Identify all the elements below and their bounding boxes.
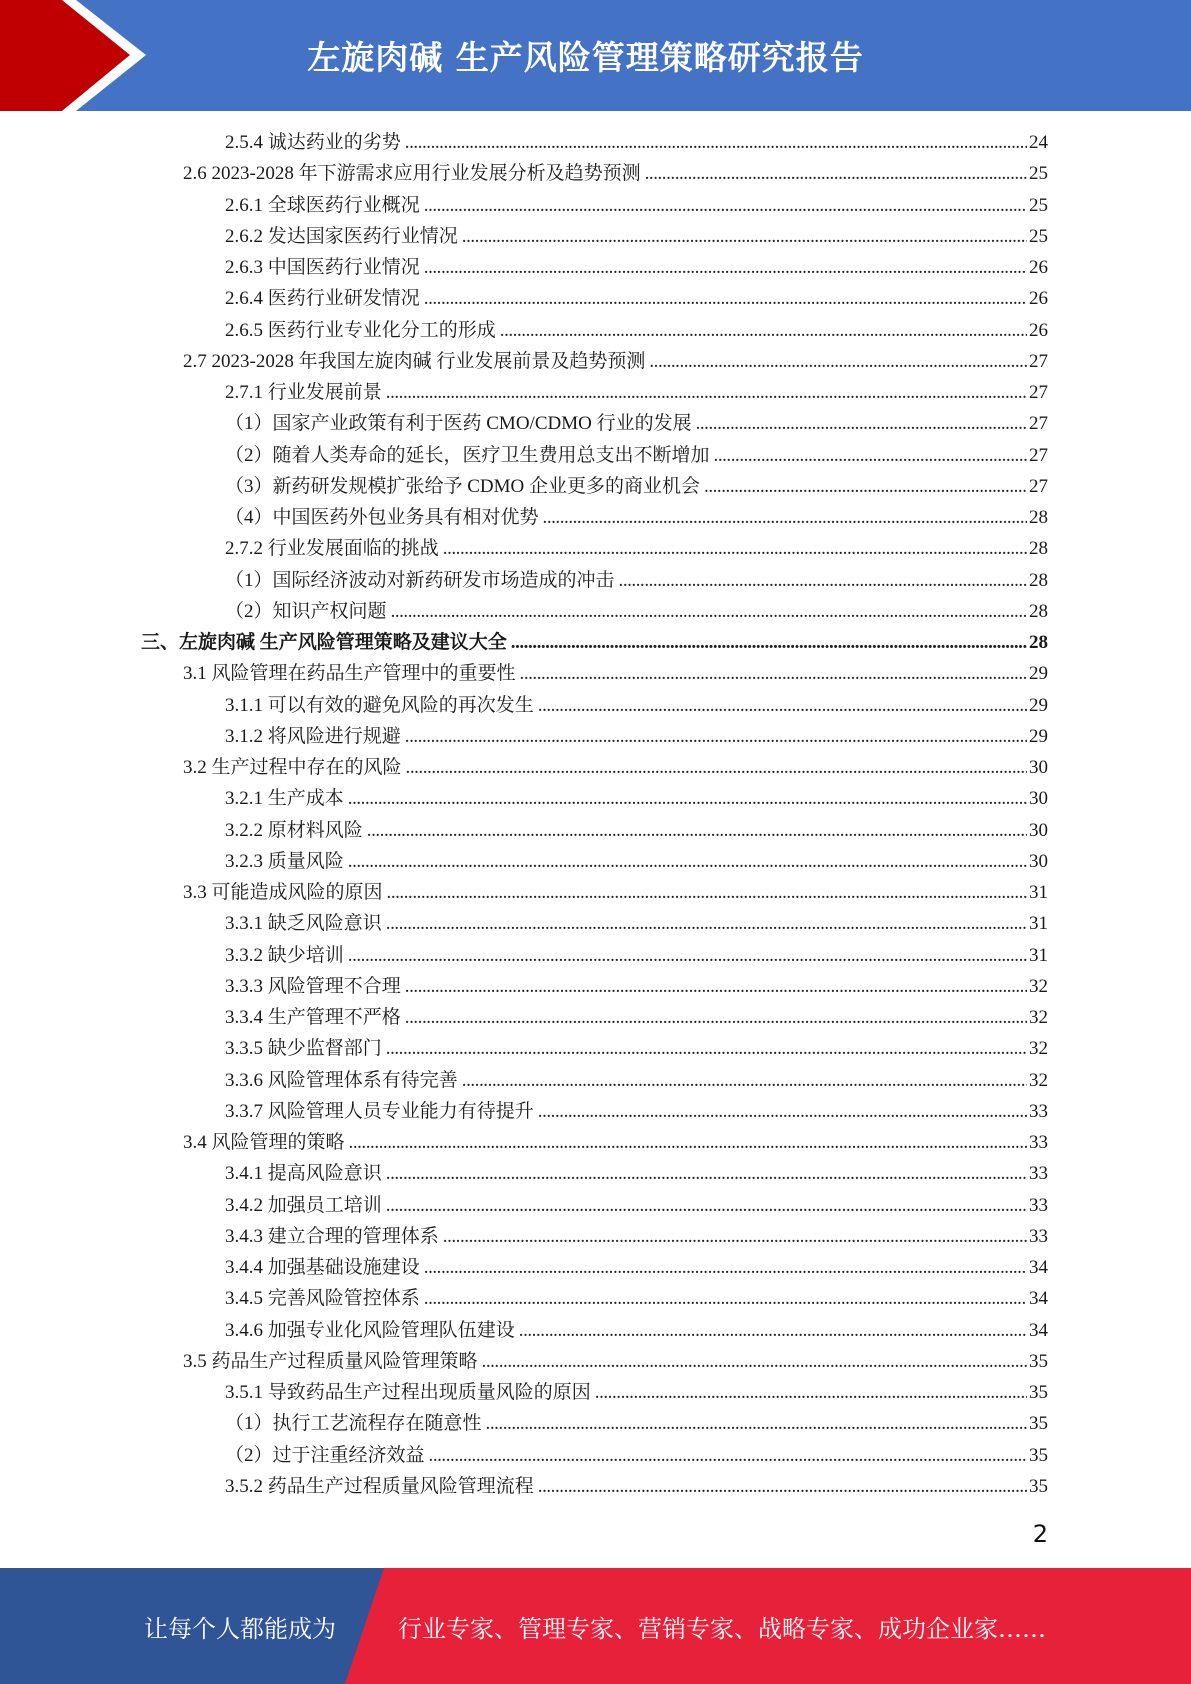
toc-leader-dots [391, 596, 1027, 627]
toc-entry-label: 2.6.3 中国医药行业情况 [225, 257, 420, 278]
toc-entry-page: 32 [1029, 1007, 1048, 1028]
toc-leader-dots [424, 1283, 1027, 1314]
toc-leader-dots [538, 1096, 1027, 1127]
toc-entry-page: 28 [1029, 538, 1048, 560]
toc-entry-page: 33 [1029, 1163, 1048, 1185]
toc-entry[interactable] [0, 533, 1191, 564]
toc-entry[interactable] [0, 846, 1191, 877]
toc-entry-label: 3.3.2 缺少培训 [225, 944, 344, 966]
toc-entry-label: 3.1.2 将风险进行规避 [225, 725, 401, 747]
toc-entry-label: 2.7.2 行业发展面临的挑战 [225, 538, 439, 560]
toc-entry-label: 3.4 风险管理的策略 [183, 1132, 345, 1153]
toc-leader-dots [543, 502, 1027, 533]
toc-entry[interactable] [0, 1346, 1191, 1377]
toc-entry[interactable] [0, 158, 1191, 189]
toc-entry-page: 29 [1029, 694, 1048, 716]
toc-entry-label: 3.4.4 加强基础设施建设 [225, 1257, 420, 1278]
toc-entry-label: （2）过于注重经济效益 [225, 1444, 425, 1466]
toc-entry[interactable] [0, 377, 1191, 408]
toc-entry-label: 3.1.1 可以有效的避免风险的再次发生 [225, 694, 534, 716]
toc-leader-dots [462, 221, 1027, 252]
toc-entry[interactable] [0, 1002, 1191, 1033]
toc-entry[interactable] [0, 502, 1191, 533]
toc-leader-dots [349, 1127, 1027, 1158]
toc-entry-label: （3）新药研发规模扩张给予 CDMO 企业更多的商业机会 [225, 475, 701, 497]
toc-leader-dots [520, 658, 1027, 689]
toc-leader-dots [405, 1002, 1027, 1033]
toc-leader-dots [714, 440, 1027, 471]
toc-entry-page: 31 [1029, 913, 1048, 935]
toc-entry-label: 3.3 可能造成风险的原因 [183, 882, 383, 903]
toc-leader-dots [348, 940, 1027, 971]
toc-leader-dots [405, 721, 1027, 752]
toc-entry[interactable] [0, 283, 1191, 314]
toc-leader-dots [538, 690, 1027, 721]
toc-entry-label: 三、左旋肉碱 生产风险管理策略及建议大全 [141, 632, 507, 653]
toc-entry-page: 33 [1029, 1225, 1048, 1247]
toc-entry-label: （1）国家产业政策有利于医药 CMO/CDMO 行业的发展 [225, 413, 692, 435]
toc-entry[interactable] [0, 627, 1191, 658]
toc-leader-dots [429, 1440, 1027, 1471]
toc-entry-page: 32 [1029, 975, 1048, 997]
toc-entry-label: 3.2.3 质量风险 [225, 850, 344, 872]
toc-entry-page: 25 [1029, 225, 1048, 247]
toc-entry-page: 30 [1029, 850, 1048, 872]
toc-leader-dots [595, 1377, 1027, 1408]
toc-entry[interactable] [0, 1408, 1191, 1439]
toc-entry[interactable] [0, 1190, 1191, 1221]
toc-entry[interactable] [0, 1252, 1191, 1283]
toc-entry-page: 26 [1029, 319, 1048, 341]
toc-entry-label: 3.5.2 药品生产过程质量风险管理流程 [225, 1475, 534, 1497]
toc-entry[interactable] [0, 346, 1191, 377]
toc-entry[interactable] [0, 315, 1191, 346]
toc-leader-dots [519, 1315, 1027, 1346]
toc-leader-dots [649, 346, 1027, 377]
toc-leader-dots [443, 1221, 1027, 1252]
toc-entry-label: （2）知识产权问题 [225, 600, 387, 622]
toc-entry-page: 33 [1029, 1132, 1048, 1153]
toc-leader-dots [386, 908, 1027, 939]
toc-leader-dots [348, 846, 1027, 877]
toc-entry[interactable] [0, 440, 1191, 471]
toc-entry[interactable] [0, 877, 1191, 908]
toc-entry-label: 2.6.1 全球医药行业概况 [225, 194, 420, 216]
toc-entry-page: 30 [1029, 788, 1048, 810]
toc-leader-dots [386, 377, 1027, 408]
toc-entry-page: 28 [1029, 632, 1048, 653]
toc-leader-dots [405, 971, 1027, 1002]
toc-entry-page: 27 [1029, 413, 1048, 435]
toc-entry-page: 32 [1029, 1069, 1048, 1091]
toc-entry-page: 34 [1029, 1319, 1048, 1341]
table-of-contents [0, 127, 1191, 1502]
toc-entry-page: 24 [1029, 132, 1048, 153]
toc-leader-dots [704, 471, 1027, 502]
toc-entry-label: （4）中国医药外包业务具有相对优势 [225, 507, 539, 528]
toc-entry-label: 2.7 2023-2028 年我国左旋肉碱 行业发展前景及趋势预测 [183, 350, 646, 372]
toc-entry-label: 3.2.1 生产成本 [225, 788, 344, 810]
toc-entry-label: 3.5.1 导致药品生产过程出现质量风险的原因 [225, 1382, 591, 1403]
toc-entry[interactable] [0, 565, 1191, 596]
toc-leader-dots [386, 1158, 1027, 1189]
toc-entry-label: 3.4.3 建立合理的管理体系 [225, 1225, 439, 1247]
toc-entry[interactable] [0, 1315, 1191, 1346]
toc-entry-page: 27 [1029, 475, 1048, 497]
toc-entry-page: 29 [1029, 663, 1048, 685]
toc-entry-label: 3.2.2 原材料风险 [225, 819, 363, 841]
page-footer [0, 1568, 1191, 1684]
toc-leader-dots [511, 627, 1027, 658]
toc-leader-dots [486, 1408, 1027, 1439]
toc-entry-page: 35 [1029, 1413, 1048, 1435]
toc-entry-page: 30 [1029, 757, 1048, 778]
toc-entry-page: 35 [1029, 1350, 1048, 1372]
toc-entry-page: 26 [1029, 257, 1048, 278]
toc-entry[interactable] [0, 1158, 1191, 1189]
toc-entry[interactable] [0, 1221, 1191, 1252]
toc-leader-dots [424, 190, 1027, 221]
toc-entry[interactable] [0, 190, 1191, 221]
toc-entry-page: 31 [1029, 944, 1048, 966]
toc-entry[interactable] [0, 596, 1191, 627]
toc-entry-page: 30 [1029, 819, 1048, 841]
toc-leader-dots [538, 1471, 1027, 1502]
toc-entry-label: （1）执行工艺流程存在随意性 [225, 1413, 482, 1435]
toc-entry-label: 2.5.4 诚达药业的劣势 [225, 132, 401, 153]
footer-slogan-right: 行业专家、管理专家、营销专家、战略专家、成功企业家…… [398, 1614, 1046, 1643]
toc-entry-page: 28 [1029, 507, 1048, 528]
toc-entry-label: 2.6 2023-2028 年下游需求应用行业发展分析及趋势预测 [183, 163, 641, 185]
toc-entry[interactable] [0, 658, 1191, 689]
toc-leader-dots [696, 408, 1027, 439]
toc-entry[interactable] [0, 940, 1191, 971]
toc-leader-dots [443, 533, 1027, 564]
toc-leader-dots [462, 1065, 1027, 1096]
report-title: 左旋肉碱 生产风险管理策略研究报告 [307, 38, 864, 77]
page-header [0, 0, 1191, 111]
toc-entry-label: 2.6.2 发达国家医药行业情况 [225, 225, 458, 247]
toc-entry-page: 35 [1029, 1444, 1048, 1466]
toc-leader-dots [424, 252, 1027, 283]
toc-entry[interactable] [0, 971, 1191, 1002]
toc-entry[interactable] [0, 1096, 1191, 1127]
toc-entry-page: 27 [1029, 382, 1048, 403]
toc-entry-label: 3.3.1 缺乏风险意识 [225, 913, 382, 935]
toc-entry-label: 3.4.6 加强专业化风险管理队伍建设 [225, 1319, 515, 1341]
toc-entry[interactable] [0, 471, 1191, 502]
toc-entry-label: 3.4.1 提高风险意识 [225, 1163, 382, 1185]
toc-entry-label: 3.3.7 风险管理人员专业能力有待提升 [225, 1100, 534, 1122]
toc-entry-page: 29 [1029, 725, 1048, 747]
toc-entry-page: 34 [1029, 1257, 1048, 1278]
toc-entry[interactable] [0, 1127, 1191, 1158]
toc-leader-dots [482, 1346, 1027, 1377]
toc-leader-dots [424, 283, 1027, 314]
toc-leader-dots [645, 158, 1027, 189]
toc-entry[interactable] [0, 221, 1191, 252]
toc-entry[interactable] [0, 1065, 1191, 1096]
toc-entry-page: 32 [1029, 1038, 1048, 1060]
toc-leader-dots [500, 315, 1027, 346]
toc-entry-label: （1）国际经济波动对新药研发市场造成的冲击 [225, 569, 615, 591]
toc-leader-dots [386, 1033, 1027, 1064]
toc-entry-label: 3.4.5 完善风险管控体系 [225, 1288, 420, 1310]
toc-entry[interactable] [0, 1283, 1191, 1314]
toc-entry[interactable] [0, 127, 1191, 158]
toc-entry[interactable] [0, 908, 1191, 939]
toc-entry[interactable] [0, 1471, 1191, 1502]
toc-entry-page: 25 [1029, 163, 1048, 185]
toc-entry[interactable] [0, 815, 1191, 846]
toc-entry-label: 3.3.5 缺少监督部门 [225, 1038, 382, 1060]
toc-entry[interactable] [0, 1377, 1191, 1408]
toc-entry[interactable] [0, 752, 1191, 783]
toc-entry-label: 2.7.1 行业发展前景 [225, 382, 382, 403]
toc-entry[interactable] [0, 1440, 1191, 1471]
toc-entry-page: 25 [1029, 194, 1048, 216]
toc-entry-page: 28 [1029, 569, 1048, 591]
toc-entry[interactable] [0, 408, 1191, 439]
toc-entry-label: 3.5 药品生产过程质量风险管理策略 [183, 1350, 478, 1372]
toc-leader-dots [619, 565, 1027, 596]
toc-leader-dots [406, 752, 1027, 783]
footer-slogan-left: 让每个人都能成为 [144, 1614, 336, 1643]
toc-leader-dots [367, 815, 1027, 846]
toc-entry-label: 3.3.6 风险管理体系有待完善 [225, 1069, 458, 1091]
toc-entry-label: 3.3.4 生产管理不严格 [225, 1007, 401, 1028]
toc-entry[interactable] [0, 721, 1191, 752]
toc-entry[interactable] [0, 690, 1191, 721]
toc-leader-dots [405, 127, 1027, 158]
toc-entry-page: 33 [1029, 1100, 1048, 1122]
toc-leader-dots [387, 877, 1027, 908]
toc-entry-page: 26 [1029, 288, 1048, 310]
toc-entry-label: 2.6.4 医药行业研发情况 [225, 288, 420, 310]
toc-leader-dots [386, 1190, 1027, 1221]
toc-entry[interactable] [0, 252, 1191, 283]
toc-leader-dots [348, 783, 1027, 814]
toc-entry-page: 35 [1029, 1475, 1048, 1497]
toc-entry-label: 3.1 风险管理在药品生产管理中的重要性 [183, 663, 516, 685]
toc-entry-label: 2.6.5 医药行业专业化分工的形成 [225, 319, 496, 341]
toc-entry[interactable] [0, 1033, 1191, 1064]
toc-entry-page: 27 [1029, 444, 1048, 466]
toc-entry-label: 3.2 生产过程中存在的风险 [183, 757, 402, 778]
toc-entry-page: 35 [1029, 1382, 1048, 1403]
toc-leader-dots [424, 1252, 1027, 1283]
toc-entry-page: 27 [1029, 350, 1048, 372]
toc-entry-page: 33 [1029, 1194, 1048, 1216]
toc-entry-page: 28 [1029, 600, 1048, 622]
toc-entry-label: 3.4.2 加强员工培训 [225, 1194, 382, 1216]
toc-entry-label: （2）随着人类寿命的延长，医疗卫生费用总支出不断增加 [225, 444, 710, 466]
toc-entry[interactable] [0, 783, 1191, 814]
toc-entry-page: 34 [1029, 1288, 1048, 1310]
page-number: 2 [1032, 1520, 1048, 1548]
toc-entry-page: 31 [1029, 882, 1048, 903]
toc-entry-label: 3.3.3 风险管理不合理 [225, 975, 401, 997]
